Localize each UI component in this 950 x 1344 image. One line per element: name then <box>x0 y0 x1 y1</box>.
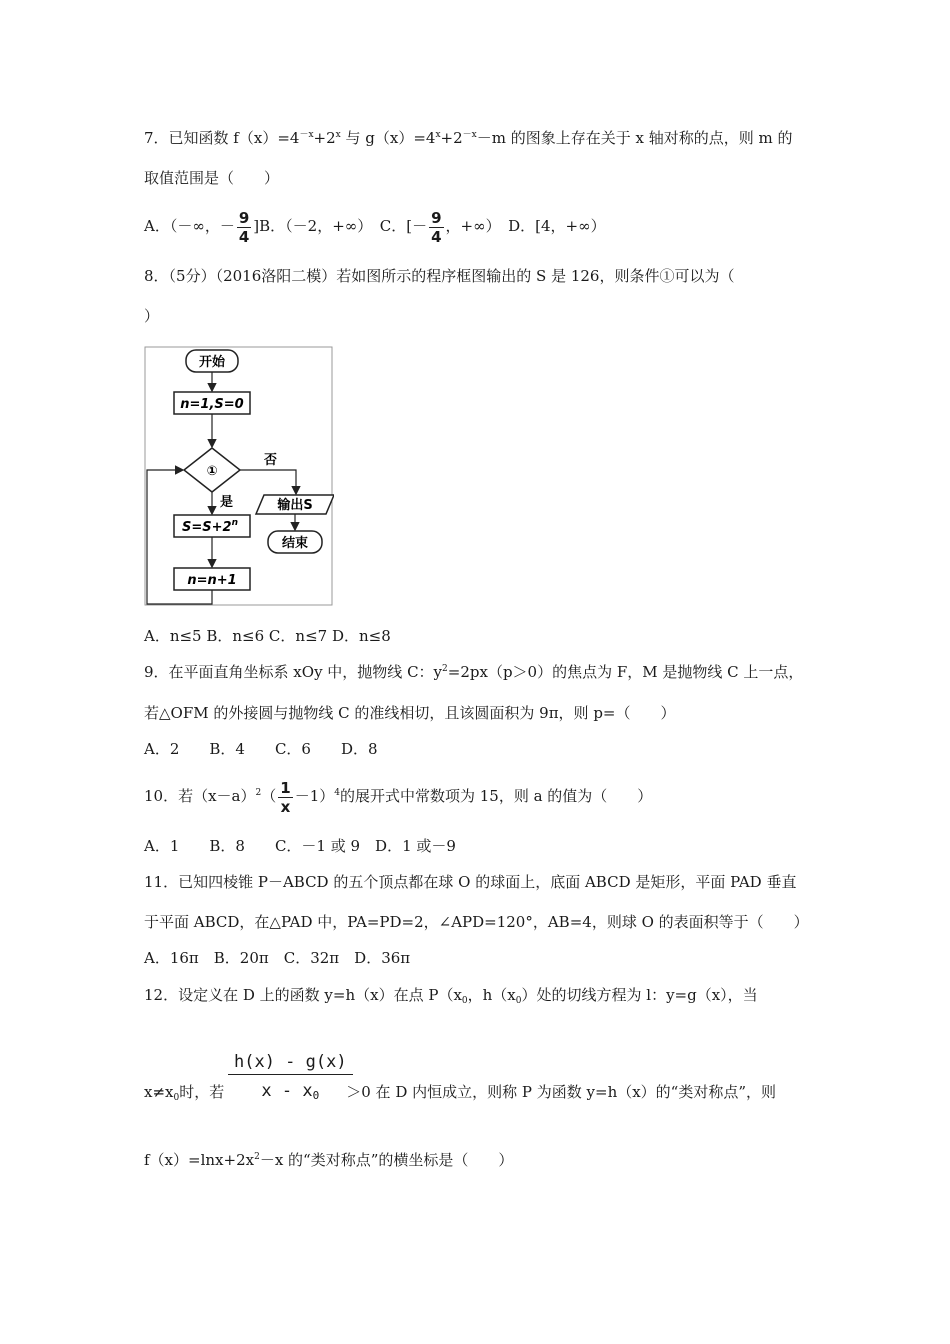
yes-label: 是 <box>220 495 234 510</box>
program-flowchart <box>144 346 334 608</box>
q9-line1: 9．在平面直角坐标系 xOy 中，抛物线 C：$y^2=2px(p>0)$的焦点为 F，M 是抛物线 C 上一点， <box>144 663 804 681</box>
q11-line2: 于平面 ABCD，在△PAD 中，PA=PD=2，∠APD=120°，AB=4，则球 O 的表面积等于（ ） <box>144 913 809 931</box>
end-label: 结束 <box>281 536 309 551</box>
update-s-label: $S=S+2^n$ <box>182 518 238 535</box>
q10-fraction: $\frac{1}{x}$ <box>280 778 291 816</box>
q12-line3: $f(x)=\ln x+2x^2-x$ 的“类对称点”的横坐标是（ ） <box>144 1151 514 1169</box>
q8-options: A．n≤5 B．n≤6 C．n≤7 D．n≤8 <box>144 627 391 645</box>
q11-options: A．16π B．20π C．32π D．36π <box>144 949 411 967</box>
q8-line1: 8．（5分）（2016洛阳二模）若如图所示的程序框图输出的 S 是 126，则条件①可以为（ <box>144 267 735 285</box>
q10-options: A．1 B．8 C．－1 或 9 D．1 或－9 <box>144 837 456 855</box>
condition-label: ① <box>206 464 218 479</box>
q12-fraction: h(x) - g(x) x - $x_0$ <box>228 1052 353 1101</box>
q9-options: A．2 B．4 C．6 D．8 <box>144 740 378 758</box>
q7-line2: 取值范围是（ ） <box>144 169 280 187</box>
q9-line2: 若△OFM 的外接圆与抛物线 C 的准线相切，且该圆面积为 9π，则 p=（ ） <box>144 704 676 722</box>
q7-line1: 7．已知函数 $f(x)=4^{-x}+2^x$ 与 $g(x)=4^x+2^{-x}-m$ 的图象上存在关于 x 轴对称的点，则 m 的 <box>144 129 793 147</box>
init-label: n=1,S=0 <box>180 397 244 412</box>
flowchart-frame <box>145 347 332 605</box>
update-n-label: n=n+1 <box>187 573 237 588</box>
no-label: 否 <box>264 453 278 468</box>
q7-options: A．（－∞，－ $\frac{9}{4}$ ]B．（－2，+∞） C．[－ $\frac{9}{4}$ ，+∞） D．[4，+∞） <box>144 208 606 246</box>
q12-line1: 12．设定义在 D 上的函数 y=h（x）在点 $P(x_0$，$h(x_0)$处的切线方程为 l：y=g（x），当 <box>144 986 758 1006</box>
q8-line2: ） <box>144 307 160 325</box>
start-label: 开始 <box>198 355 226 370</box>
q7-fraction-a: $\frac{9}{4}$ <box>238 208 250 246</box>
q10-line: 10．若$(x-a)^2$（ $\frac{1}{x}$ －1）$^4$的展开式中常数项为 15，则 a 的值为（ ） <box>144 778 653 816</box>
q12-line2: $x\ne x_0$时，若 ＞0 在 D 内恒成立，则称 P 为函数 y=h（x）的“类对称点”，则 <box>144 1083 777 1103</box>
output-label: 输出S <box>277 498 313 513</box>
q11-line1: 11．已知四棱锥 P－ABCD 的五个顶点都在球 O 的球面上，底面 ABCD 是矩形，平面 PAD 垂直 <box>144 873 797 891</box>
q7-fraction-c: $\frac{9}{4}$ <box>431 208 442 246</box>
